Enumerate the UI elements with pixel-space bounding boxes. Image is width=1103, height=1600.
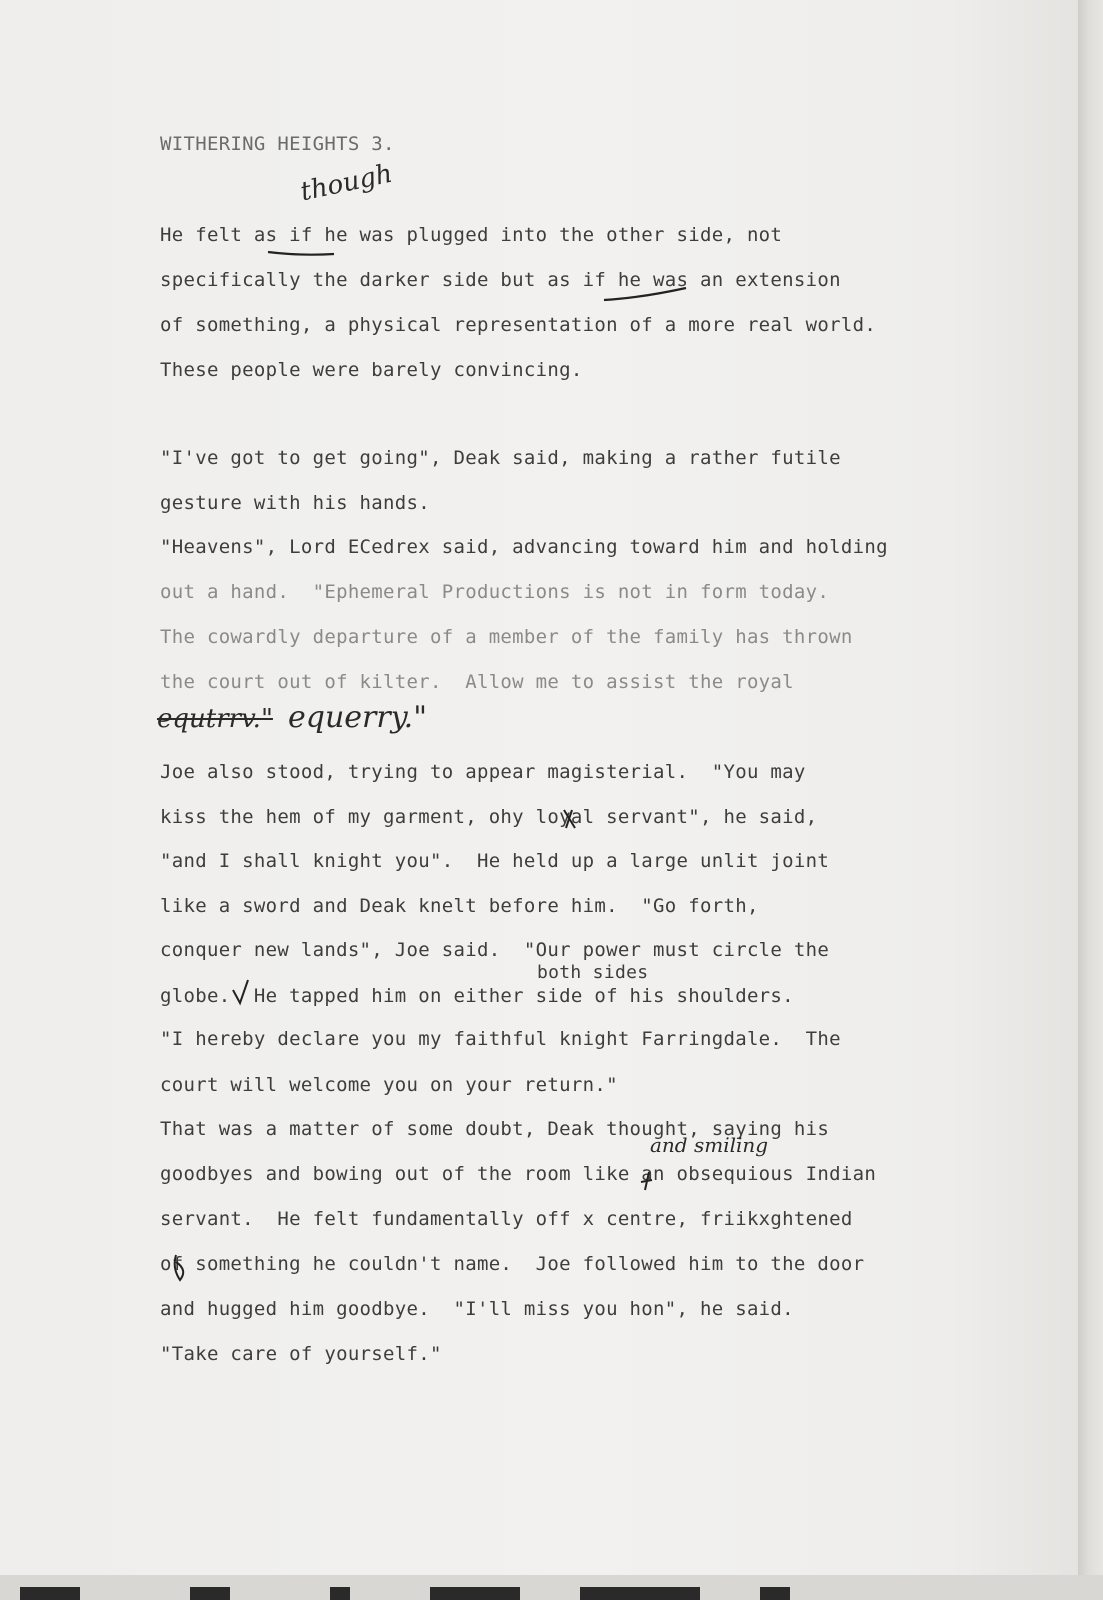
handwritten-struck-word: equtrrv." <box>157 704 273 734</box>
page-title: WITHERING HEIGHTS 3. <box>160 133 395 155</box>
text-line-10: the court out of kilter. Allow me to assist the royal <box>160 671 794 693</box>
text-line-14: like a sword and Deak knelt before him. "Go forth, <box>160 895 759 917</box>
handwritten-though: though <box>297 158 396 208</box>
text-line-24: "Take care of yourself." <box>160 1343 442 1365</box>
text-line-5: "I've got to get going", Deak said, making a rather futile <box>160 447 841 469</box>
text-line-8: out a hand. "Ephemeral Productions is not in form today. <box>160 581 830 603</box>
underline-as-if-1 <box>268 252 334 255</box>
text-line-4: These people were barely convincing. <box>160 359 583 381</box>
text-line-17: "I hereby declare you my faithful knight Farringdale. The <box>160 1028 841 1050</box>
text-line-23: and hugged him goodbye. "I'll miss you hon", he said. <box>160 1298 794 1320</box>
handwritten-equerry: equerry." <box>288 700 428 735</box>
text-line-7: "Heavens", Lord ECedrex said, advancing toward him and holding <box>160 536 888 558</box>
text-line-22: of something he couldn't name. Joe followed him to the door <box>160 1253 865 1275</box>
text-line-19: That was a matter of some doubt, Deak thought, saying his <box>160 1118 830 1140</box>
text-line-20: goodbyes and bowing out of the room like an obsequious Indian <box>160 1163 877 1185</box>
text-line-16: globe. He tapped him on either side of his shoulders. <box>160 985 794 1007</box>
correction-of <box>175 1255 184 1280</box>
handwritten-and-smiling: and smiling <box>650 1133 769 1157</box>
text-line-6: gesture with his hands. <box>160 492 430 514</box>
text-line-3: of something, a physical representation of a more real world. <box>160 314 877 336</box>
text-line-15: conquer new lands", Joe said. "Our power must circle the <box>160 939 830 961</box>
insertion-mark-like <box>641 1172 652 1190</box>
typed-insertion: both sides <box>537 962 649 983</box>
text-line-18: court will welcome you on your return." <box>160 1074 618 1096</box>
strike-mark-y <box>564 810 575 828</box>
text-line-1: He felt as if he was plugged into the other side, not <box>160 224 783 246</box>
insertion-caret <box>233 980 248 1003</box>
text-line-21: servant. He felt fundamentally off x centre, friikxghtened <box>160 1208 853 1230</box>
text-line-12: kiss the hem of my garment, ohy loyal servant", he said, <box>160 806 818 828</box>
text-line-11: Joe also stood, trying to appear magisterial. "You may <box>160 761 806 783</box>
text-line-9: The cowardly departure of a member of the family has thrown <box>160 626 853 648</box>
underline-as-if-2 <box>604 288 686 300</box>
text-line-2: specifically the darker side but as if he was an extension <box>160 269 841 291</box>
text-line-13: "and I shall knight you". He held up a large unlit joint <box>160 850 830 872</box>
